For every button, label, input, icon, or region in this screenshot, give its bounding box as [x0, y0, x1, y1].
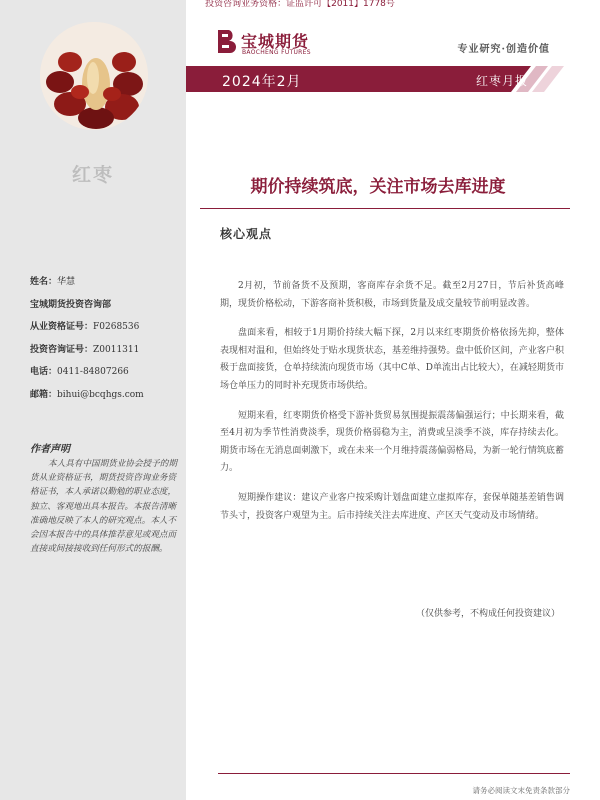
contact-label: 电话：	[30, 367, 58, 377]
logo-text: 宝城期货	[241, 32, 310, 51]
contact-row	[30, 364, 180, 387]
logo-mark-icon	[216, 28, 238, 54]
paragraph: 盘面来看，相较于1月期价持续大幅下探，2月以来红枣期货价格依扬先抑，整体表现相对温和，但始终处于贴水现货状态，基差维持强势。盘中低价区间，产业客户积极于盘面接货，仓单持续流向现货市场（其中C单、D单流出占比较大），在减轻期货市场仓单压力的同时补充现货市场供给。	[220, 328, 564, 391]
declaration-title: 作者声明	[30, 444, 70, 455]
top-banner: 投资咨询业务资格：证监许可【2011】1778号	[205, 0, 395, 9]
contact-label: 投资咨询证号：	[30, 344, 94, 355]
paragraph: 2月初，节前备货不及预期，客商库存余货不足。截至2月27日，节后补货高峰期，现货价格松动，下游客商补货积极，市场到货量及成交量较节前明显改善。	[220, 281, 564, 309]
main-body	[220, 278, 564, 537]
logo-subtext: BAOCHENG FUTURES	[242, 49, 311, 56]
red-dates-photo	[40, 22, 148, 130]
declaration-body: 本人具有中国期货业协会授予的期货从业资格证书，期货投资咨询业务资格证书，本人承诺以勤勉的职业态度，独立、客观地出具本报告。本报告清晰准确地反映了本人的研究观点。本人不会因本报告中的具体推荐意见或观点而直接或间接接收到任何形式的报酬。	[30, 459, 177, 555]
contact-row	[30, 297, 180, 320]
contact-label: 从业资格证号：	[30, 322, 94, 332]
category-label: 红枣	[71, 164, 114, 186]
contact-label: 宝城期货投资咨询部	[30, 299, 112, 310]
contact-row	[30, 342, 180, 365]
contact-label: 邮箱：	[30, 389, 58, 400]
contact-value: F0268536	[93, 322, 140, 332]
contact-label: 姓名：	[30, 277, 58, 287]
sidebar	[0, 0, 186, 800]
section-heading: 核心观点	[220, 227, 273, 241]
contact-value: Z0011311	[93, 344, 140, 355]
report-title: 期价持续筑底，关注市场去库进度	[250, 177, 506, 197]
paragraph: 短期来看，红枣期货价格受下游补货贸易氛围提振震荡偏强运行；中长期来看，截至4月初为季节性消费淡季，现货价格弱稳为主，消费或呈淡季不淡，库存持续去化。期货市场在无消息面刺激下，或在未来一个月维持震荡偏弱格局，为新一轮行情筑底蓄力。	[220, 410, 564, 474]
report-date: 2024年2月	[222, 74, 302, 90]
footer-divider	[218, 773, 570, 774]
slogan: 专业研究·创造价值	[457, 44, 550, 55]
disclaimer: （仅供参考，不构成任何投资建议）	[415, 609, 560, 619]
email-link[interactable]: bihui@bcqhgs.com	[57, 389, 144, 400]
paragraph: 短期操作建议：建议产业客户按采购计划盘面建立虚拟库存，套保单随基差销售调节头寸，投资客户观望为主。后市持续关注去库进度、产区天气变动及市场情绪。	[220, 492, 564, 521]
title-divider	[200, 208, 570, 209]
author-contact	[30, 274, 180, 409]
footer-note: 请务必阅读文末免责条款部分	[472, 786, 570, 795]
contact-value: 华慧	[57, 277, 76, 287]
contact-row	[30, 274, 180, 297]
contact-row	[30, 319, 180, 342]
contact-value: 0411-84807266	[57, 367, 129, 377]
contact-row	[30, 387, 180, 410]
report-type: 红枣月报	[475, 74, 528, 88]
